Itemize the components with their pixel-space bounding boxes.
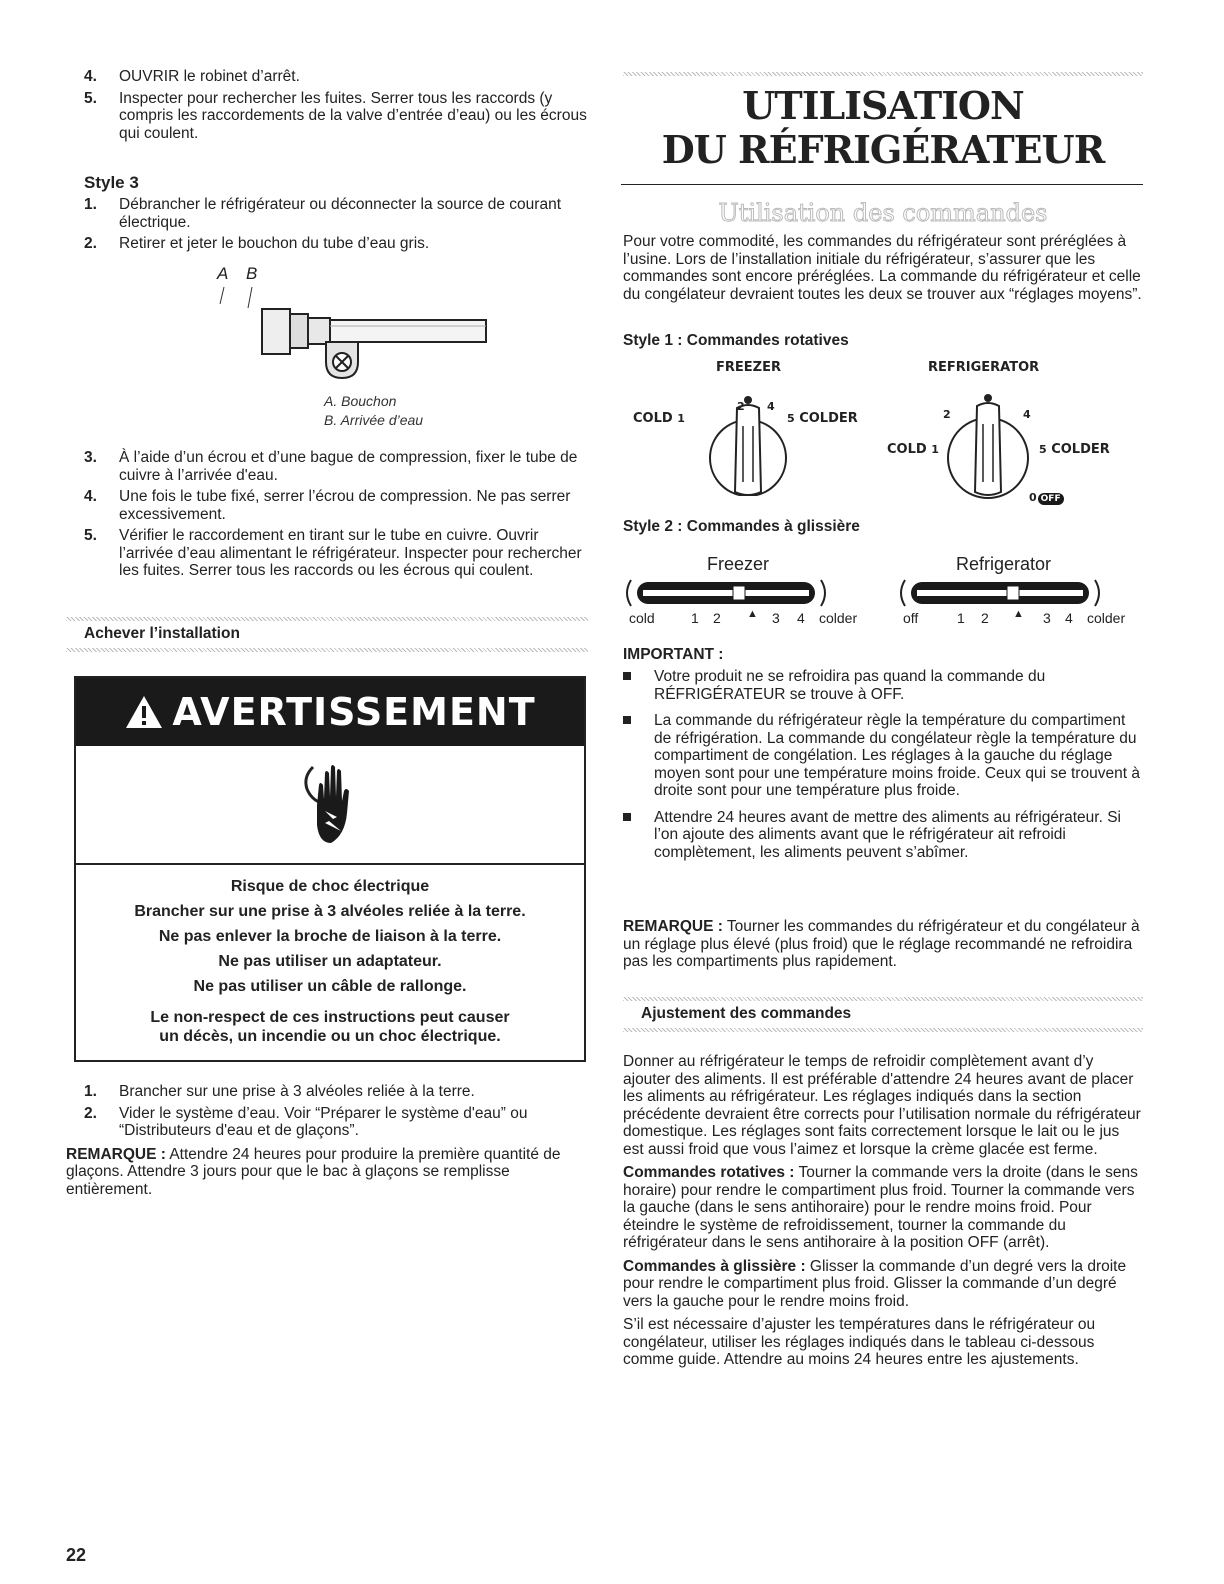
warning-banner-text: AVERTISSEMENT (172, 690, 536, 734)
slider-controls: Freezer Refrigerator cold 1 2 ▲ 3 4 colder off 1 2 ▲ 3 4 colder (623, 554, 1143, 634)
tube-figure (186, 262, 506, 437)
style3-heading: Style 3 (84, 173, 139, 192)
style3-steps-continued (84, 449, 588, 580)
hatch-divider (623, 1028, 1143, 1032)
title-rule (621, 184, 1143, 185)
list-item: 2. Retirer et jeter le bouchon du tube d’eau gris. (84, 235, 430, 252)
freezer-dial-2: 2 (737, 400, 745, 413)
style1-heading: Style 1 : Commandes rotatives (623, 332, 849, 349)
list-item: 2. Vider le système d’eau. Voir “Préparer le système d'eau” ou “Distributeurs d'eau et de glaçons”. (84, 1104, 528, 1139)
style3-steps (84, 196, 588, 253)
freezer-dial-label: FREEZER (716, 360, 781, 375)
achever-heading: Achever l’installation (84, 625, 240, 642)
refrigerator-slider (897, 578, 1103, 608)
water-tube-illustration (186, 282, 506, 402)
list-item: 4. OUVRIR le robinet d’arrêt. (84, 68, 300, 85)
list-item: 5. Inspecter pour rechercher les fuites. Serrer tous les raccords (y compris les raccordements de la valve d’entrée d’eau) ou les écrous qui coulent. (84, 89, 587, 142)
middle-marker-icon: ▲ (1013, 608, 1024, 620)
section-title: Utilisation des commandes (718, 199, 1048, 227)
rotatives-paragraph: Commandes rotatives : Tourner la commande vers la droite (dans le sens horaire) pour rendre le compartiment plus froid. Tourner la commande vers la gauche (dans le sens antihoraire) pour le rendre moins froid. Pour éteindre le système de refroidissement, tourner la commande du réfrigérateur dans le sens antihoraire à la position OFF (arrêt). (623, 1164, 1138, 1251)
list-item: 3. À l’aide d’un écrou et d’une bague de compression, fixer le tube de cuivre à l’arrivée d'eau. (84, 449, 578, 484)
important-label: IMPORTANT : (623, 646, 724, 663)
freezer-colder: 5 COLDER (787, 411, 858, 426)
hatch-divider (623, 72, 1143, 76)
list-item: 4. Une fois le tube fixé, serrer l’écrou de compression. Ne pas serrer excessivement. (84, 488, 571, 523)
freezer-cold: COLD 1 (633, 411, 685, 426)
glissiere-paragraph: Commandes à glissière : Glisser la commande d’un degré vers la droite pour rendre le compartiment plus froid. Glisser la commande d’un degré vers la gauche pour le rendre moins froid. (623, 1257, 1127, 1310)
final-steps (84, 1083, 588, 1140)
page-number: 22 (66, 1545, 87, 1565)
remarque-paragraph: REMARQUE : Tourner les commandes du réfrigérateur et du congélateur à un réglage plus élevé (plus froid) que le réglage recommandé ne refroidira pas les compartiments plus rapidement. (623, 918, 1140, 970)
important-bullets (623, 668, 1143, 870)
style2-heading: Style 2 : Commandes à glissière (623, 518, 860, 535)
refrigerator-slider-title: Refrigerator (956, 554, 1052, 574)
warning-line: Risque de choc électrique (230, 878, 430, 895)
figure-label-b: B (246, 264, 258, 283)
refrigerator-dial-4: 4 (1023, 408, 1031, 421)
warning-line: un décès, un incendie ou un choc électrique. (159, 1028, 501, 1045)
list-item: Votre produit ne se refroidira pas quand la commande du RÉFRIGÉRATEUR se trouve à OFF. (623, 668, 1143, 703)
warning-triangle-icon (124, 694, 164, 730)
rotary-dials (623, 356, 1143, 516)
warning-banner (76, 678, 584, 746)
warning-lines (76, 865, 584, 1060)
warning-icon-area (76, 746, 584, 865)
freezer-slider-title: Freezer (707, 554, 770, 574)
figure-caption-a: A. Bouchon (324, 393, 397, 409)
figure-label-a: A (217, 264, 229, 283)
list-item: 5. Vérifier le raccordement en tirant sur le tube en cuivre. Ouvrir l’arrivée d’eau alimentant le réfrigérateur. Inspecter pour rechercher les fuites. Serrer tous les raccords ou les écrous qui coulent. (84, 527, 582, 579)
figure-caption-b: B. Arrivée d’eau (324, 412, 424, 428)
freezer-slider (623, 578, 829, 608)
warning-line: Ne pas utiliser un câble de rallonge. (193, 978, 467, 995)
refrigerator-colder: 5 COLDER (1039, 442, 1110, 457)
freezer-dial-4: 4 (767, 400, 775, 413)
warning-line: Ne pas enlever la broche de liaison à la terre. (158, 928, 502, 945)
warning-line: Ne pas utiliser un adaptateur. (218, 953, 442, 970)
ajustement-paragraph: Donner au réfrigérateur le temps de refroidir complètement avant d’y ajouter des aliments. Il est préférable d'attendre 24 heures avant de placer les aliments au réfrigérateur. Les réglages indiqués dans la section précédente devraient être corrects pour l’utilisation normale du réfrigérateur domestique. Les réglages sont faits correctement lorsque le lait ou le jus est aussi froid que vous l’aimez et lorsque la crème glacée est ferme. (623, 1053, 1141, 1158)
list-item: 1. Brancher sur une prise à 3 alvéoles reliée à la terre. (84, 1083, 475, 1100)
list-item: La commande du réfrigérateur règle la température du compartiment de réfrigération. La commande du congélateur règle la température du compartiment de congélation. Les réglages à la gauche du réglage moyen sont pour une température moins froide. Ceux qui se trouvent à droite sont pour une température plus froide. (623, 712, 1143, 800)
final-paragraph: S’il est nécessaire d’ajuster les températures dans le réfrigérateur ou congélateur, utiliser les réglages indiqués dans le tableau ci-dessous comme guide. Attendre au moins 24 heures entre les ajustements. (623, 1316, 1096, 1368)
hatch-divider (66, 648, 588, 652)
remarque-paragraph: REMARQUE : Attendre 24 heures pour produire la première quantité de glaçons. Attendre 3 jours pour que le bac à glaçons se remplisse entièrement. (66, 1145, 561, 1198)
steps-top (84, 68, 588, 142)
refrigerator-off: 0 OFF (1029, 491, 1064, 505)
list-item: 1. Débrancher le réfrigérateur ou déconnecter la source de courant électrique. (84, 196, 562, 231)
warning-line: Le non-respect de ces instructions peut causer (150, 1009, 510, 1026)
list-item: Attendre 24 heures avant de mettre des aliments au réfrigérateur. Si l’on ajoute des aliments avant que le réfrigérateur ait refroidi complètement, les aliments peuvent s’abîmer. (623, 809, 1143, 862)
refrigerator-cold: COLD 1 (887, 442, 939, 457)
ajustement-heading: Ajustement des commandes (641, 1005, 852, 1022)
refrigerator-dial-label: REFRIGERATOR (928, 360, 1040, 375)
warning-line: Brancher sur une prise à 3 alvéoles reliée à la terre. (134, 903, 526, 920)
ajustement-body (623, 1053, 1143, 1369)
refrigerator-dial-2: 2 (943, 408, 951, 421)
warning-box (74, 676, 586, 1062)
middle-marker-icon: ▲ (747, 608, 758, 620)
electric-shock-hand-icon (295, 755, 365, 855)
page-title: UTILISATION DU RÉFRIGÉRATEUR (661, 83, 1105, 172)
intro-paragraph: Pour votre commodité, les commandes du réfrigérateur sont préréglées à l’usine. Lors de l’installation initiale du réfrigérateur, s’assurer que les commandes sont encore préréglées. La commande du réfrigérateur et celle du congélateur devraient toutes les deux se trouver aux “réglages moyens”. (623, 233, 1142, 303)
